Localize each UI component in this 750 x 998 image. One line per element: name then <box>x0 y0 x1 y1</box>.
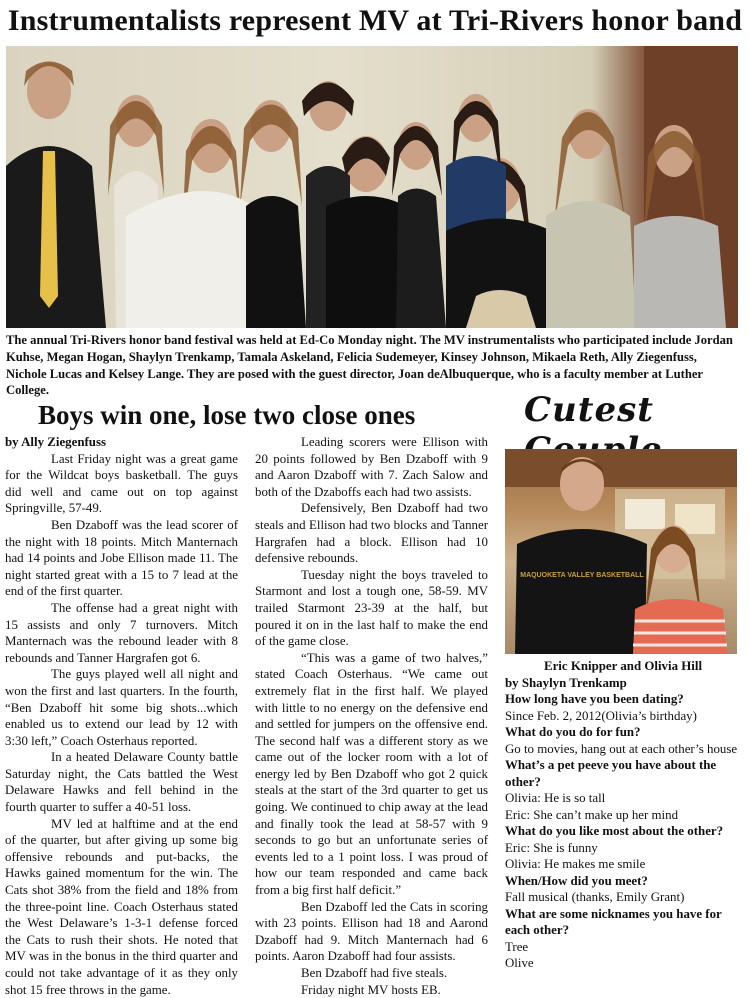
interview-question: What’s a pet peeve you have about the other? <box>505 758 717 789</box>
group-photo-illustration <box>6 46 738 328</box>
article-title: Boys win one, lose two close ones <box>38 400 416 430</box>
group-photo-caption: The annual Tri-Rivers honor band festival was held at Ed-Co Monday night. The MV instrumentalists who participated include Jordan Kuhse, Megan Hogan, Shaylyn Trenkamp, Tamala Askeland, Felicia Sudemeyer, Kinsey Johnson, Mikaela Reth, Ally Ziegenfuss, Nichole Lucas and Kelsey Lange. They are posed with the guest director, Joan deAlbuquerque, who is a faculty member at Luther College. <box>6 333 733 398</box>
article-column-1 <box>5 434 238 998</box>
article-column-2 <box>255 434 488 998</box>
shirt-print: MAQUOKETA VALLEY BASKETBALL <box>520 572 644 579</box>
article-paragraph: In a heated Delaware County battle Saturday night, the Cats battled the West Delaware Hawks and fell behind in the fourth quarter to suffer a 40-51 loss. <box>5 750 238 815</box>
article-paragraph: “This was a game of two halves,” stated Coach Osterhaus. “We came out extremely flat in the first half. We played with little to no energy on the defensive end and settled for jumpers on the offensive end. The second half was a different story as we came out of the locker room with a lot of energy led by Ben Dzaboff who got 2 quick steals at the start of the 3rd quarter to get us going. We continued to chip away at the lead and finally took the lead at 58-57 with 9 seconds to go but an unfortunate series of events led to a 1 point loss. I was proud of how our team responded and came back from a big first half deficit.” <box>255 650 488 898</box>
page-headline: Instrumentalists represent MV at Tri-Rivers honor band <box>7 4 743 37</box>
cutest-couple-title: Cutest <box>524 390 654 430</box>
article-paragraph: The guys played well all night and won the first and last quarters. In the fourth, “Ben Dzaboff hit some big shots...which enabled us to extend our lead by 12 with 3:30 left,” Coach Osterhaus reported. <box>5 667 238 748</box>
couple-interview <box>505 658 741 972</box>
article-paragraph: Ben Dzaboff was the lead scorer of the night with 18 points. Mitch Manternach had 14 points and Jobe Ellison made 11. The night started great with a 15 to 7 lead at the end of the first quarter. <box>5 517 238 599</box>
honor-band-group-photo <box>6 46 738 328</box>
interview-question: What do you like most about the other? <box>505 824 724 838</box>
article-paragraph: Tuesday night the boys traveled to Starmont and lost a tough one, 58-59. MV trailed Starmont 23-39 at the half, but poured it on in the last half to make the end of the game close. <box>255 567 488 649</box>
interview-answer: Fall musical (thanks, Emily Grant) <box>505 890 685 904</box>
interview-question: How long have you been dating? <box>505 692 684 706</box>
couple-byline: by Shaylyn Trenkamp <box>505 675 627 690</box>
interview-answer: Eric: She can’t make up her mind <box>505 807 679 822</box>
article-paragraph: Last Friday night was a great game for the Wildcat boys basketball. The guys did well and came out on top against Springville, 57-49. <box>5 451 238 516</box>
article-paragraph: Leading scorers were Ellison with 20 points followed by Ben Dzaboff with 9 and Aaron Dzaboff with 7. Zach Salow and both of the Dzaboffs each had two assists. <box>255 435 488 499</box>
article-paragraph: The offense had a great night with 15 assists and only 7 turnovers. Mitch Manternach was the rebound leader with 8 rebounds and Tanner Hargrafen got 6. <box>5 600 238 665</box>
couple-names: Eric Knipper and Olivia Hill <box>543 659 703 673</box>
interview-answer: Olivia: He is so tall <box>505 791 606 805</box>
article-paragraph: MV led at halftime and at the end of the quarter, but after giving up some big offensive rebounds and put-backs, the Hawks gained momentum for the win. The Cats shot 38% from the field and 18% from the three-point line. Coach Osterhaus stated the West Delaware’s 1-3-1 defense forced the Cats to rush their shots. He noted that MV was in the bonus in the third quarter and could not take advantage of it as they only shot 15 free throws in the game. <box>5 816 238 997</box>
couple-photo <box>505 449 737 654</box>
interview-answer: Go to movies, hang out at each other’s house <box>505 741 738 756</box>
interview-question: What are some nicknames you have for each other? <box>505 906 722 937</box>
article-paragraph: Defensively, Ben Dzaboff had two steals and Ellison had two blocks and Tanner Hargrafen had a block. Ellison had 10 defensive rebounds. <box>255 501 488 566</box>
interview-answer: Since Feb. 2, 2012(Olivia’s birthday) <box>505 708 697 723</box>
interview-answer: Eric: She is funny <box>505 840 598 855</box>
article-byline: by Ally Ziegenfuss <box>5 435 106 449</box>
article-paragraph: Ben Dzaboff had five steals. <box>301 966 448 980</box>
interview-answer: Olivia: He makes me smile <box>505 857 646 871</box>
article-paragraph: Ben Dzaboff led the Cats in scoring with 23 points. Ellison had 18 and Aarond Dzaboff had 9. Mitch Manternach had 6 points. Aaron Dzaboff had four assists. <box>255 899 488 964</box>
couple-photo-illustration <box>505 449 737 654</box>
interview-answer: Olive <box>505 956 534 970</box>
interview-question: What do you do for fun? <box>505 725 641 739</box>
interview-answer: Tree <box>505 939 529 954</box>
interview-question: When/How did you meet? <box>505 873 648 888</box>
article-paragraph: Friday night MV hosts EB. <box>301 982 441 997</box>
